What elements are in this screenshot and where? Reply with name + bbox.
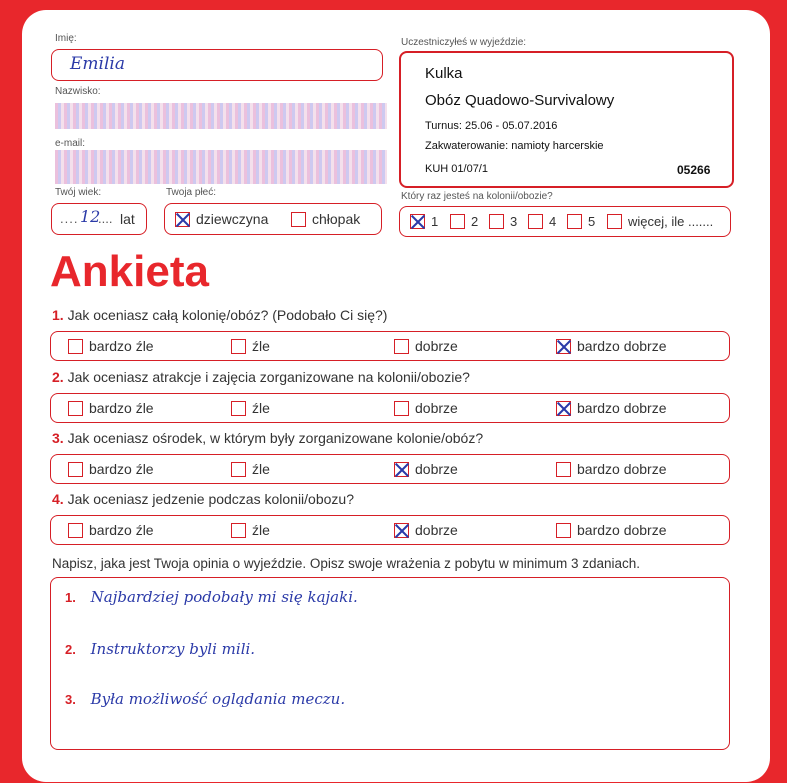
opinion-line-2-number: 2. [65, 642, 76, 657]
q2-very-bad-label: bardzo źle [89, 400, 154, 416]
survey-title: Ankieta [50, 247, 209, 296]
q3-very-good-label: bardzo dobrze [577, 461, 667, 477]
q2-bad-checkbox[interactable] [231, 401, 246, 416]
q4-opt-very-bad[interactable] [68, 516, 154, 544]
age-value: 12 [80, 207, 101, 226]
times-1-label: 1 [431, 214, 439, 229]
q3-very-good-checkbox[interactable] [556, 462, 571, 477]
opinion-line-2 [65, 640, 255, 658]
question-4-text: Jak oceniasz jedzenie podczas kolonii/obozu? [67, 491, 354, 507]
times-label: Który raz jesteś na kolonii/obozie? [401, 191, 553, 202]
times-3-checkbox[interactable] [489, 214, 504, 229]
q4-very-good-label: bardzo dobrze [577, 522, 667, 538]
gender-boy-checkbox[interactable] [291, 212, 306, 227]
participant-label: Uczestniczyłeś w wyjeździe: [401, 37, 527, 48]
q2-opt-very-bad[interactable] [68, 394, 154, 422]
times-option-3[interactable] [489, 207, 517, 236]
q2-opt-very-good[interactable] [556, 394, 667, 422]
gender-option-boy[interactable] [291, 204, 360, 234]
ticket-turnus [425, 120, 557, 132]
q1-very-good-label: bardzo dobrze [577, 338, 667, 354]
opinion-line-1-number: 1. [65, 590, 76, 605]
ticket-code: KUH 01/07/1 [425, 163, 488, 175]
ticket-accom [425, 140, 604, 152]
q1-opt-bad[interactable] [231, 332, 270, 360]
q3-opt-very-good[interactable] [556, 455, 667, 483]
question-3-answers [50, 454, 730, 484]
opinion-line-1-text: Najbardziej podobały mi się kajaki. [90, 588, 358, 606]
q1-opt-good[interactable] [394, 332, 458, 360]
times-more-label: więcej, ile ....... [628, 214, 714, 229]
q2-very-good-checkbox[interactable] [556, 401, 571, 416]
times-3-label: 3 [510, 214, 518, 229]
q3-bad-label: źle [252, 461, 270, 477]
times-1-checkbox[interactable] [410, 214, 425, 229]
times-option-1[interactable] [410, 207, 438, 236]
ticket-camp: Obóz Quadowo-Survivalowy [425, 92, 615, 109]
question-4-number: 4. [52, 491, 64, 507]
ticket-accom-label: Zakwaterowanie: [425, 140, 509, 152]
q2-very-good-label: bardzo dobrze [577, 400, 667, 416]
ticket-name: Kulka [425, 65, 463, 82]
name-field[interactable] [51, 49, 383, 81]
q2-good-label: dobrze [415, 400, 458, 416]
question-1-text: Jak oceniasz całą kolonię/obóz? (Podobało Ci się?) [67, 307, 388, 323]
times-option-4[interactable] [528, 207, 556, 236]
q3-good-label: dobrze [415, 461, 458, 477]
q3-opt-good[interactable] [394, 455, 458, 483]
question-4 [52, 491, 354, 507]
times-2-label: 2 [471, 214, 479, 229]
q1-opt-very-bad[interactable] [68, 332, 154, 360]
q1-opt-very-good[interactable] [556, 332, 667, 360]
question-3 [52, 430, 483, 446]
opinion-line-3 [65, 690, 345, 708]
question-1-number: 1. [52, 307, 64, 323]
gender-option-girl[interactable] [175, 204, 268, 234]
q1-good-checkbox[interactable] [394, 339, 409, 354]
q4-bad-label: źle [252, 522, 270, 538]
times-option-5[interactable] [567, 207, 595, 236]
q2-opt-bad[interactable] [231, 394, 270, 422]
times-more-checkbox[interactable] [607, 214, 622, 229]
question-2-text: Jak oceniasz atrakcje i zajęcia zorganizowane na kolonii/obozie? [67, 369, 470, 385]
q1-bad-label: źle [252, 338, 270, 354]
opinion-line-3-text: Była możliwość oglądania meczu. [90, 690, 346, 708]
times-2-checkbox[interactable] [450, 214, 465, 229]
q2-good-checkbox[interactable] [394, 401, 409, 416]
q4-good-label: dobrze [415, 522, 458, 538]
age-label: Twój wiek: [55, 187, 102, 198]
times-field [399, 206, 731, 237]
name-label: Imię: [55, 33, 77, 44]
q3-very-bad-label: bardzo źle [89, 461, 154, 477]
q4-opt-very-good[interactable] [556, 516, 667, 544]
name-value: Emilia [70, 54, 125, 74]
q3-good-checkbox[interactable] [394, 462, 409, 477]
question-3-text: Jak oceniasz ośrodek, w którym były zorganizowane kolonie/obóz? [67, 430, 484, 446]
q4-very-bad-checkbox[interactable] [68, 523, 83, 538]
opinion-line-3-number: 3. [65, 692, 76, 707]
opinion-field[interactable] [50, 577, 730, 750]
q2-very-bad-checkbox[interactable] [68, 401, 83, 416]
times-option-2[interactable] [450, 207, 478, 236]
q2-bad-label: źle [252, 400, 270, 416]
q2-opt-good[interactable] [394, 394, 458, 422]
q3-opt-bad[interactable] [231, 455, 270, 483]
question-4-answers [50, 515, 730, 545]
times-option-more[interactable] [607, 207, 713, 236]
q1-good-label: dobrze [415, 338, 458, 354]
times-4-checkbox[interactable] [528, 214, 543, 229]
surname-field-redacted[interactable] [55, 103, 387, 129]
q3-very-bad-checkbox[interactable] [68, 462, 83, 477]
ticket-turnus-label: Turnus: [425, 120, 462, 132]
email-field-redacted[interactable] [55, 150, 387, 184]
q3-bad-checkbox[interactable] [231, 462, 246, 477]
age-field[interactable] [51, 203, 147, 235]
q1-very-good-checkbox[interactable] [556, 339, 571, 354]
q1-very-bad-checkbox[interactable] [68, 339, 83, 354]
opinion-line-1 [65, 588, 358, 606]
question-2-number: 2. [52, 369, 64, 385]
age-dots-right: .... [98, 211, 113, 226]
opinion-line-2-text: Instruktorzy byli mili. [90, 640, 256, 658]
question-3-number: 3. [52, 430, 64, 446]
age-unit: lat [120, 211, 135, 227]
ticket-number: 05266 [677, 163, 711, 177]
age-dots-left: .... [60, 211, 79, 226]
gender-field [164, 203, 382, 235]
q4-very-good-checkbox[interactable] [556, 523, 571, 538]
question-1 [52, 307, 387, 323]
email-label: e-mail: [55, 138, 86, 149]
participant-ticket [399, 51, 734, 188]
q4-bad-checkbox[interactable] [231, 523, 246, 538]
q3-opt-very-bad[interactable] [68, 455, 154, 483]
question-2-answers [50, 393, 730, 423]
gender-girl-label: dziewczyna [196, 211, 269, 227]
gender-boy-label: chłopak [312, 211, 361, 227]
opinion-prompt: Napisz, jaka jest Twoja opinia o wyjeździe. Opisz swoje wrażenia z pobytu w minimum 3 zdaniach. [52, 556, 641, 571]
surname-label: Nazwisko: [55, 86, 101, 97]
times-5-label: 5 [588, 214, 596, 229]
times-4-label: 4 [549, 214, 557, 229]
question-1-answers [50, 331, 730, 361]
q1-very-bad-label: bardzo źle [89, 338, 154, 354]
times-5-checkbox[interactable] [567, 214, 582, 229]
q4-opt-bad[interactable] [231, 516, 270, 544]
q4-opt-good[interactable] [394, 516, 458, 544]
q1-bad-checkbox[interactable] [231, 339, 246, 354]
question-2 [52, 369, 470, 385]
gender-label: Twoja płeć: [166, 187, 217, 198]
q4-good-checkbox[interactable] [394, 523, 409, 538]
q4-very-bad-label: bardzo źle [89, 522, 154, 538]
ticket-turnus-value: 25.06 - 05.07.2016 [464, 120, 558, 132]
gender-girl-checkbox[interactable] [175, 212, 190, 227]
ticket-accom-value: namioty harcerskie [511, 140, 604, 152]
